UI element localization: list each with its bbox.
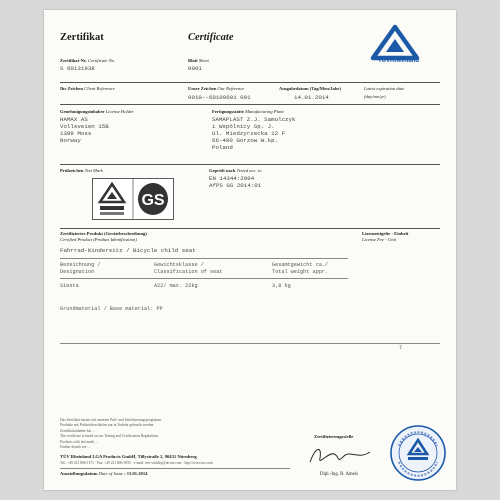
latest-expiry-label: Latest expiration date — [364, 86, 405, 91]
plant-line: Ul. Miedzyrzecka 12 F — [212, 130, 286, 137]
sheet-value: 0001 — [188, 65, 202, 72]
sheet-label-en: Sheet — [198, 58, 209, 63]
plant-line: Poland — [212, 144, 233, 151]
cert-no-value: S 60131938 — [60, 65, 95, 72]
divider — [60, 82, 440, 83]
base-material: Grundmaterial / Base material: PP — [60, 306, 163, 312]
our-ref-value: 0010--60109601 001 — [188, 94, 251, 101]
divider — [60, 104, 440, 105]
note-line: Das Zertifikat basiert auf unserem Prüf- und Zertifizierungsprogramm. — [60, 418, 162, 422]
plant-label-en: Manufacturing Plant — [245, 109, 284, 114]
divider — [60, 228, 440, 229]
latest-expiry-unit: (day/mo/yr) — [364, 94, 386, 99]
brand-name: TÜVRheinland — [378, 58, 420, 64]
table-top-rule — [60, 258, 348, 259]
fee-label-de: Lizenzentgelte - Einheit — [362, 231, 409, 236]
product-label-de: Zertifiziertes Produkt (Gerätebeschreibung) — [60, 231, 147, 236]
client-ref-label-en: Client Reference — [84, 86, 115, 91]
header-line: Designation — [60, 268, 95, 275]
holder-line: Norway — [60, 137, 81, 144]
header-line: Classification of seat — [154, 268, 223, 275]
holder-line: Vollsveien 15B — [60, 123, 109, 130]
sheet-label-de: Blatt — [188, 58, 198, 63]
divider — [60, 164, 440, 165]
expiry-value: 14.01.2014 — [294, 94, 329, 101]
tested-label-en: Tested acc. to — [236, 168, 262, 173]
plant-line: SAMAPLAST Z.J. Samulczyk — [212, 116, 296, 123]
client-ref-label-de: Ihr Zeichen — [60, 86, 84, 91]
holder-label-en: License Holder — [105, 109, 134, 114]
row-class: A22/ max. 22kg — [154, 283, 198, 289]
header-line: Gewichtsklasse / — [154, 262, 204, 268]
holder-line: 1399 Moss — [60, 130, 92, 137]
note-line: The certificate is based on our Testing and Certification Regulations. — [60, 434, 159, 439]
test-mark-label-de: Prüfzeichen — [60, 168, 84, 173]
svg-text:GS: GS — [141, 192, 165, 209]
title-de: Zertifikat — [60, 32, 104, 43]
signatory-name: Dipl.-Ing. R. Ameis — [320, 472, 358, 477]
row-weight: 3,8 kg — [272, 283, 291, 289]
signatory-label: Zertifizierungsstelle — [314, 434, 354, 439]
our-ref-label-de: Unser Zeichen — [188, 86, 217, 91]
issue-label: Ausstellungsdatum — [60, 471, 98, 476]
issue-date: 13.01.2014 — [126, 471, 148, 476]
plant-line: i Wspólnicy Sp. J. — [212, 123, 275, 130]
header-line: Gesamtgewicht ca./ — [272, 262, 329, 268]
product-name: Fahrrad-Kindersitz / Bicycle child seat — [60, 247, 196, 254]
test-mark-label-en: Test Mark — [84, 168, 103, 173]
expiry-label-de: Ausgabedatum (Tag/Mon/Jahr) — [279, 86, 341, 91]
note-line: Zertifikatsinhaber hat ... — [60, 428, 95, 433]
fee-label-en: License Fee - Unit — [362, 237, 397, 242]
plant-label-de: Fertigungsstätte — [212, 109, 244, 114]
col-class-header — [154, 262, 223, 275]
note-line: Produkte mit Prüfzeichen dürfen nur in Verkehr gebracht werden. — [60, 423, 155, 428]
table-header-rule — [60, 278, 348, 279]
col-designation-header — [60, 262, 100, 275]
plant-address — [212, 116, 296, 151]
issue-label-en: Date of Issue — [98, 471, 123, 476]
test-standards — [209, 175, 261, 189]
header-line: Total weight appr. — [272, 268, 329, 275]
header-line: Bezeichnung / — [60, 262, 101, 268]
company-address: TÜV Rheinland LGA Products GmbH, Tillystraße 2, 90431 Nürnberg — [60, 454, 197, 459]
holder-line: HAMAX AS — [60, 116, 88, 123]
note-line: Further details see ... — [60, 445, 90, 450]
fee-value: 7 — [399, 345, 403, 351]
standard-line: EN 14344:2004 — [209, 175, 255, 182]
cert-no-label-en: Certificate No. — [87, 58, 116, 63]
title-en: Certificate — [188, 32, 234, 43]
fee-rule — [60, 343, 440, 344]
footer-notes — [60, 418, 162, 450]
note-line: Products with test mark ... — [60, 439, 98, 444]
tested-label-de: Geprüft nach — [209, 168, 236, 173]
standard-line: AfPS GS 2014:01 — [209, 182, 262, 189]
issue-line: Ausstellungsdatum Date of Issue : 13.01.2014 — [60, 471, 148, 476]
holder-label-de: Genehmigungsinhaber — [60, 109, 105, 114]
our-ref-label-en: Our Reference — [217, 86, 245, 91]
holder-address — [60, 116, 109, 144]
company-contact: Tel.: +49 221 806-1371 · Fax: +49 221 806-3935 · e-mail: cert-validity@de.tuv.com · http://www.tuv.com — [60, 461, 213, 465]
divider — [60, 468, 290, 469]
signature-icon — [306, 442, 376, 468]
certificate-page — [44, 10, 456, 490]
col-weight-header — [272, 262, 328, 275]
row-model: Siesta — [60, 283, 79, 289]
product-label-en: Certified Product (Product Identification) — [60, 237, 137, 242]
cert-no-label-de: Zertifikat-Nr. — [60, 58, 87, 63]
plant-line: 66-400 Gorzow W.kp. — [212, 137, 279, 144]
gs-test-mark-icon — [92, 178, 174, 220]
tuv-seal-icon — [389, 424, 447, 482]
